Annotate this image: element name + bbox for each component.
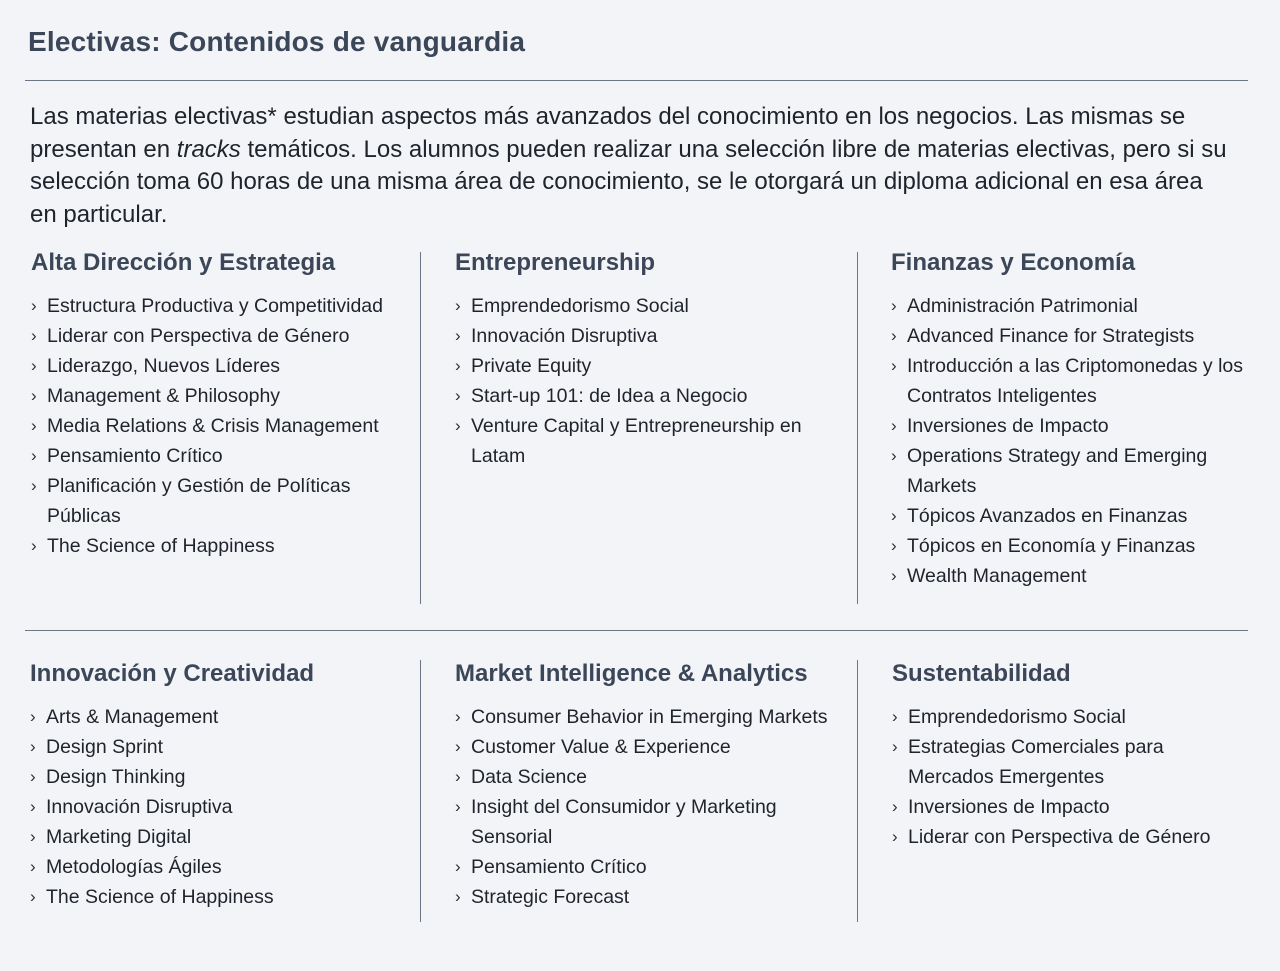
chevron-right-icon: ›	[31, 536, 37, 555]
course-label: Estrategias Comerciales para Mercados Emergentes	[908, 736, 1164, 788]
chevron-right-icon: ›	[891, 536, 897, 555]
course-item	[30, 732, 415, 762]
course-label: Liderazgo, Nuevos Líderes	[47, 355, 281, 377]
chevron-right-icon: ›	[891, 326, 897, 345]
course-label: Consumer Behavior in Emerging Markets	[471, 706, 828, 728]
course-label: Venture Capital y Entrepreneurship en Latam	[471, 415, 802, 467]
course-item	[31, 321, 416, 351]
chevron-right-icon: ›	[891, 446, 897, 465]
column-divider	[857, 660, 858, 922]
course-item	[891, 351, 1263, 411]
course-item	[31, 291, 416, 321]
chevron-right-icon: ›	[455, 737, 461, 756]
section-innovacion	[30, 659, 415, 912]
row-divider	[25, 630, 1248, 631]
course-item	[455, 411, 845, 471]
course-label: Start-up 101: de Idea a Negocio	[471, 385, 748, 407]
course-label: Planificación y Gestión de Políticas Públicas	[47, 475, 351, 527]
course-label: Wealth Management	[907, 565, 1087, 587]
course-label: Data Science	[471, 766, 587, 788]
course-item	[31, 351, 416, 381]
course-label: Inversiones de Impacto	[907, 415, 1109, 437]
intro-text-start: Las materias electivas* estudian aspectos más avanzados del conocimiento en los negocios. Las mismas se presentan en	[30, 103, 1186, 163]
chevron-right-icon: ›	[892, 797, 898, 816]
chevron-right-icon: ›	[30, 737, 36, 756]
course-item	[455, 351, 845, 381]
chevron-right-icon: ›	[455, 356, 461, 375]
course-item	[30, 702, 415, 732]
chevron-right-icon: ›	[891, 356, 897, 375]
chevron-right-icon: ›	[31, 386, 37, 405]
chevron-right-icon: ›	[891, 506, 897, 525]
section-title: Finanzas y Economía	[891, 249, 1136, 276]
course-item	[891, 561, 1263, 591]
course-item	[892, 732, 1252, 792]
course-item	[891, 501, 1263, 531]
course-list	[455, 291, 845, 471]
chevron-right-icon: ›	[31, 296, 37, 315]
chevron-right-icon: ›	[31, 326, 37, 345]
course-item	[455, 882, 845, 912]
course-item	[30, 792, 415, 822]
course-list	[31, 291, 416, 561]
chevron-right-icon: ›	[892, 737, 898, 756]
course-item	[31, 531, 416, 561]
course-label: Emprendedorismo Social	[908, 706, 1126, 728]
course-label: Management & Philosophy	[47, 385, 281, 407]
course-item	[30, 822, 415, 852]
chevron-right-icon: ›	[455, 887, 461, 906]
course-label: Innovación Disruptiva	[471, 325, 658, 347]
course-item	[31, 471, 416, 531]
course-item	[891, 441, 1263, 501]
chevron-right-icon: ›	[455, 857, 461, 876]
course-item	[455, 291, 845, 321]
course-item	[455, 732, 845, 762]
section-title: Sustentabilidad	[892, 660, 1071, 687]
course-label: Pensamiento Crítico	[471, 856, 647, 878]
course-list	[891, 291, 1263, 591]
course-label: Private Equity	[471, 355, 592, 377]
course-item	[891, 531, 1263, 561]
course-label: Customer Value & Experience	[471, 736, 731, 758]
chevron-right-icon: ›	[455, 326, 461, 345]
course-label: Arts & Management	[46, 706, 219, 728]
course-item	[30, 852, 415, 882]
course-item	[891, 291, 1263, 321]
course-item	[30, 762, 415, 792]
chevron-right-icon: ›	[891, 566, 897, 585]
column-divider	[420, 252, 421, 604]
chevron-right-icon: ›	[455, 386, 461, 405]
chevron-right-icon: ›	[455, 707, 461, 726]
section-title: Market Intelligence & Analytics	[455, 660, 808, 687]
column-divider	[420, 660, 421, 922]
course-list	[30, 702, 415, 912]
chevron-right-icon: ›	[31, 356, 37, 375]
chevron-right-icon: ›	[455, 416, 461, 435]
course-item	[455, 321, 845, 351]
course-label: The Science of Happiness	[46, 886, 274, 908]
course-item	[31, 441, 416, 471]
chevron-right-icon: ›	[455, 296, 461, 315]
chevron-right-icon: ›	[31, 476, 37, 495]
chevron-right-icon: ›	[30, 767, 36, 786]
course-label: Tópicos en Economía y Finanzas	[907, 535, 1196, 557]
chevron-right-icon: ›	[30, 827, 36, 846]
course-item	[891, 411, 1263, 441]
course-item	[455, 381, 845, 411]
course-item	[30, 882, 415, 912]
course-item	[31, 411, 416, 441]
course-item	[891, 321, 1263, 351]
course-item	[892, 792, 1252, 822]
chevron-right-icon: ›	[892, 707, 898, 726]
course-label: Estructura Productiva y Competitividad	[47, 295, 383, 317]
course-label: Tópicos Avanzados en Finanzas	[907, 505, 1188, 527]
chevron-right-icon: ›	[30, 887, 36, 906]
course-label: Insight del Consumidor y Marketing Sensorial	[471, 796, 777, 848]
section-title: Alta Dirección y Estrategia	[31, 249, 336, 276]
course-label: Marketing Digital	[46, 826, 192, 848]
chevron-right-icon: ›	[31, 416, 37, 435]
section-market-intelligence	[455, 659, 845, 912]
chevron-right-icon: ›	[30, 797, 36, 816]
section-alta-direccion	[31, 248, 416, 561]
course-item	[892, 702, 1252, 732]
course-label: Administración Patrimonial	[907, 295, 1138, 317]
course-label: Liderar con Perspectiva de Género	[908, 826, 1211, 848]
course-item	[892, 822, 1252, 852]
course-label: Metodologías Ágiles	[46, 856, 222, 878]
section-finanzas	[891, 248, 1263, 591]
course-label: Advanced Finance for Strategists	[907, 325, 1195, 347]
chevron-right-icon: ›	[891, 416, 897, 435]
section-title: Entrepreneurship	[455, 249, 656, 276]
course-label: Media Relations & Crisis Management	[47, 415, 379, 437]
chevron-right-icon: ›	[455, 797, 461, 816]
page-title: Electivas: Contenidos de vanguardia	[28, 26, 526, 57]
chevron-right-icon: ›	[455, 767, 461, 786]
intro-emphasis: tracks	[176, 135, 241, 163]
course-label: Innovación Disruptiva	[46, 796, 233, 818]
course-item	[455, 702, 845, 732]
course-label: Introducción a las Criptomonedas y los Contratos Inteligentes	[907, 355, 1244, 407]
course-label: Design Thinking	[46, 766, 186, 788]
course-label: Operations Strategy and Emerging Markets	[907, 445, 1208, 497]
course-label: Pensamiento Crítico	[47, 445, 223, 467]
course-item	[455, 852, 845, 882]
course-list	[455, 702, 845, 912]
course-label: Inversiones de Impacto	[908, 796, 1110, 818]
section-entrepreneurship	[455, 248, 845, 471]
course-label: Emprendedorismo Social	[471, 295, 689, 317]
chevron-right-icon: ›	[30, 857, 36, 876]
column-divider	[857, 252, 858, 604]
chevron-right-icon: ›	[30, 707, 36, 726]
course-label: Design Sprint	[46, 736, 164, 758]
chevron-right-icon: ›	[892, 827, 898, 846]
intro-text-end: temáticos. Los alumnos pueden realizar una selección libre de materias electivas, pero si su selección toma 60 horas de una misma área de conocimiento, se le otorgará un diploma adicional en esa área en particular.	[30, 135, 1227, 228]
course-label: Liderar con Perspectiva de Género	[47, 325, 350, 347]
title-divider	[25, 80, 1248, 81]
intro-paragraph	[30, 101, 1230, 231]
course-item	[455, 762, 845, 792]
course-list	[892, 702, 1252, 852]
section-title: Innovación y Creatividad	[30, 660, 315, 687]
course-item	[31, 381, 416, 411]
course-label: Strategic Forecast	[471, 886, 630, 908]
chevron-right-icon: ›	[891, 296, 897, 315]
chevron-right-icon: ›	[31, 446, 37, 465]
section-sustentabilidad	[892, 659, 1252, 852]
course-item	[455, 792, 845, 852]
course-label: The Science of Happiness	[47, 535, 275, 557]
